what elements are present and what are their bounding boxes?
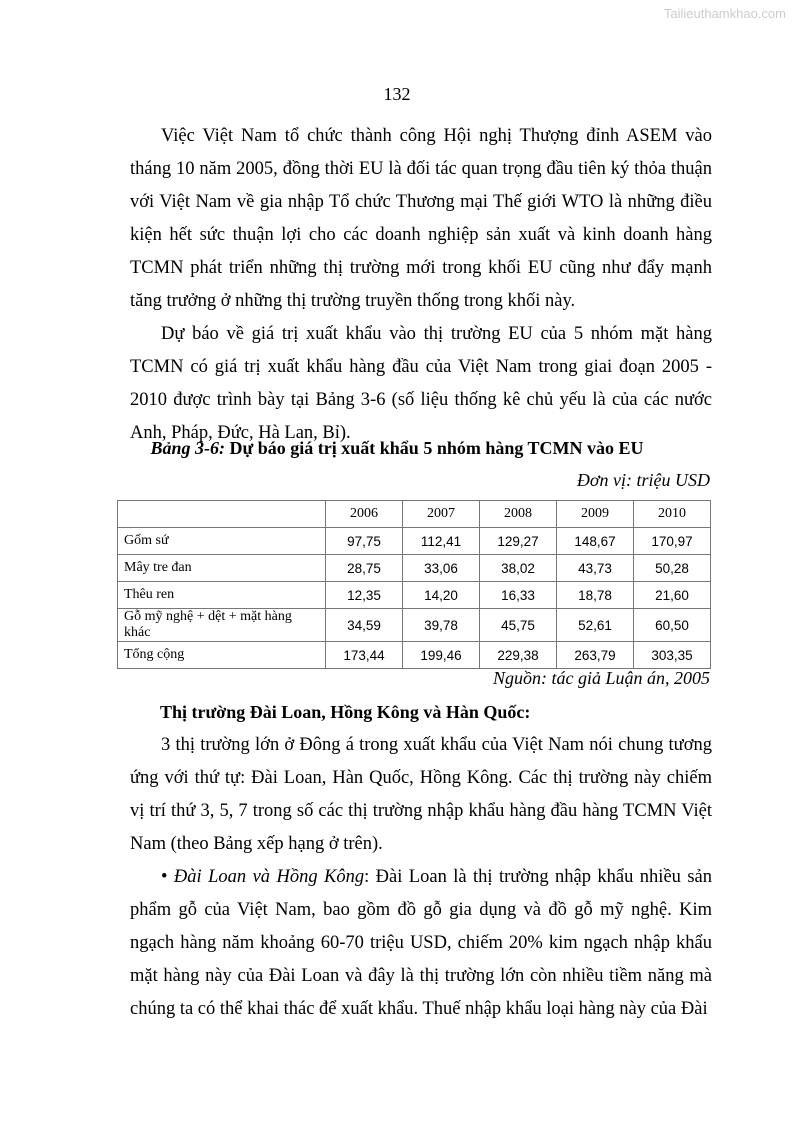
header-cell: 2008 <box>480 501 557 528</box>
value-cell: 33,06 <box>403 555 480 582</box>
watermark: Tailieuthamkhao.com <box>663 6 786 21</box>
value-cell: 229,38 <box>480 642 557 669</box>
table-source: Nguồn: tác giả Luận án, 2005 <box>492 668 710 688</box>
value-cell: 148,67 <box>557 528 634 555</box>
caption-text: Dự báo giá trị xuất khẩu 5 nhóm hàng TCMN vào EU <box>224 438 644 458</box>
value-cell: 21,60 <box>634 582 711 609</box>
row-label: Mây tre đan <box>118 555 326 582</box>
row-label: Tổng cộng <box>118 642 326 669</box>
paragraph-1: Việc Việt Nam tổ chức thành công Hội nghị Thượng đỉnh ASEM vào tháng 10 năm 2005, đồng thời EU là đối tác quan trọng đầu tiên ký thỏa thuận với Việt Nam về gia nhập Tổ chức Thương mại Thế giới WTO là những điều kiện hết sức thuận lợi cho các doanh nghiệp sản xuất và kinh doanh hàng TCMN phát triển những thị trường mới trong khối EU cũng như đẩy mạnh tăng trưởng ở những thị trường truyền thống trong khối này. <box>130 126 712 311</box>
page-number: 132 <box>383 84 411 104</box>
value-cell: 34,59 <box>326 609 403 642</box>
header-cell: 2010 <box>634 501 711 528</box>
paragraph-3: 3 thị trường lớn ở Đông á trong xuất khẩu của Việt Nam nói chung tương ứng với thứ tự: Đài Loan, Hàn Quốc, Hồng Kông. Các thị trường này chiếm vị trí thứ 3, 5, 7 trong số các thị trường nhập khẩu hàng đầu hàng TCMN Việt Nam (theo Bảng xếp hạng ở trên). <box>130 735 712 854</box>
export-forecast-table <box>117 500 711 669</box>
bullet-text: : Đài Loan là thị trường nhập khẩu nhiều sản phẩm gỗ của Việt Nam, bao gồm đồ gỗ gia dụng và đồ gỗ mỹ nghệ. Kim ngạch hàng năm khoảng 60-70 triệu USD, chiếm 20% kim ngạch nhập khẩu mặt hàng này của Đài Loan và đây là thị trường lớn còn nhiều tiềm năng mà chúng ta có thể khai thác để xuất khẩu. Thuế nhập khẩu loại hàng này của Đài <box>130 867 712 1019</box>
header-cell <box>118 501 326 528</box>
header-cell: 2007 <box>403 501 480 528</box>
value-cell: 129,27 <box>480 528 557 555</box>
table-caption <box>0 438 794 459</box>
value-cell: 170,97 <box>634 528 711 555</box>
header-cell: 2009 <box>557 501 634 528</box>
value-cell: 263,79 <box>557 642 634 669</box>
table-row <box>118 582 711 609</box>
value-cell: 60,50 <box>634 609 711 642</box>
section-heading: Thị trường Đài Loan, Hồng Kông và Hàn Quốc: <box>160 702 531 722</box>
table-row <box>118 528 711 555</box>
row-label: Thêu ren <box>118 582 326 609</box>
row-label: Gốm sứ <box>118 528 326 555</box>
table-header-row <box>118 501 711 528</box>
caption-label: Bảng 3-6: <box>150 438 225 458</box>
value-cell: 199,46 <box>403 642 480 669</box>
header-cell: 2006 <box>326 501 403 528</box>
value-cell: 50,28 <box>634 555 711 582</box>
bullet-title: Đài Loan và Hồng Kông <box>173 867 365 887</box>
value-cell: 97,75 <box>326 528 403 555</box>
value-cell: 38,02 <box>480 555 557 582</box>
value-cell: 45,75 <box>480 609 557 642</box>
value-cell: 28,75 <box>326 555 403 582</box>
value-cell: 173,44 <box>326 642 403 669</box>
value-cell: 52,61 <box>557 609 634 642</box>
value-cell: 12,35 <box>326 582 403 609</box>
paragraph-2: Dự báo về giá trị xuất khẩu vào thị trường EU của 5 nhóm mặt hàng TCMN có giá trị xuất khẩu hàng đầu của Việt Nam trong giai đoạn 2005 - 2010 được trình bày tại Bảng 3-6 (số liệu thống kê chủ yếu là của các nước Anh, Pháp, Đức, Hà Lan, Bỉ). <box>130 324 712 443</box>
value-cell: 303,35 <box>634 642 711 669</box>
value-cell: 39,78 <box>403 609 480 642</box>
table-unit: Đơn vị: triệu USD <box>576 470 710 490</box>
value-cell: 112,41 <box>403 528 480 555</box>
table-row <box>118 609 711 642</box>
bullet-paragraph <box>130 861 712 1026</box>
bullet-marker: • <box>161 867 168 887</box>
row-label: Gỗ mỹ nghệ + dệt + mặt hàng khác <box>118 609 326 642</box>
table-row <box>118 642 711 669</box>
value-cell: 14,20 <box>403 582 480 609</box>
value-cell: 18,78 <box>557 582 634 609</box>
value-cell: 43,73 <box>557 555 634 582</box>
value-cell: 16,33 <box>480 582 557 609</box>
table-row <box>118 555 711 582</box>
